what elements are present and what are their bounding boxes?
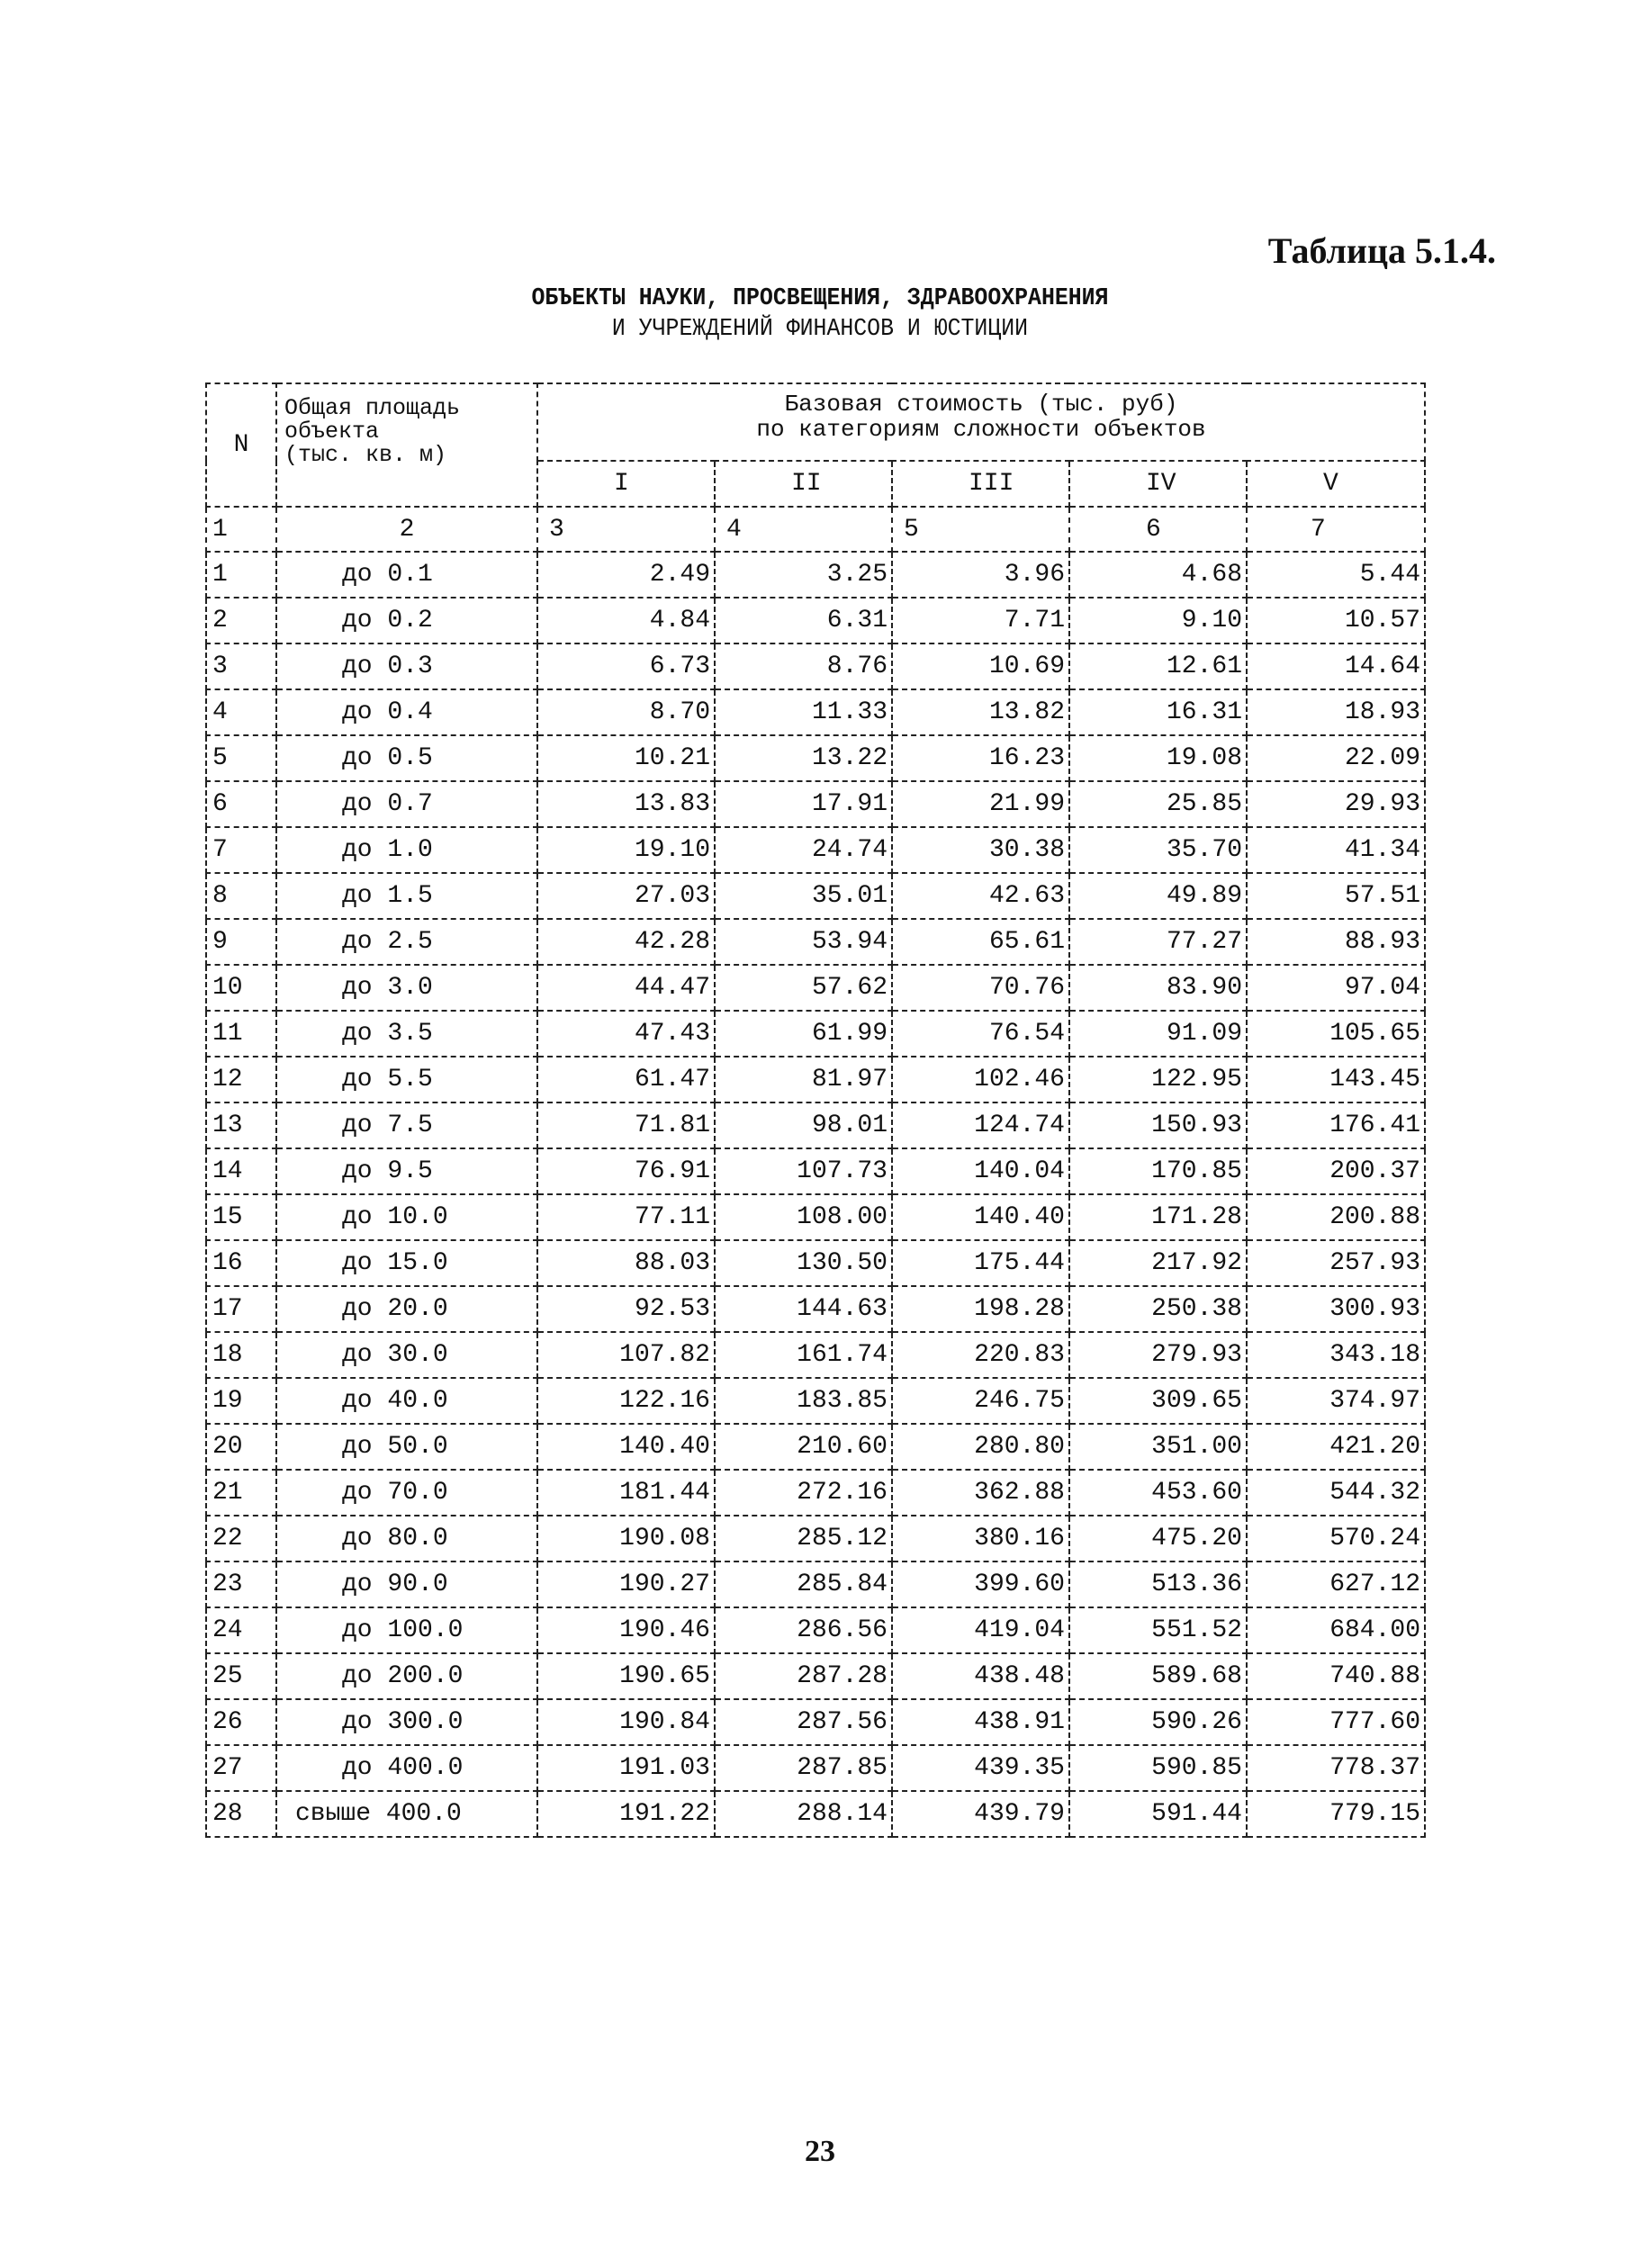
cost-cell: 57.51 [1247,873,1425,919]
cost-cell: 684.00 [1247,1607,1425,1653]
cost-cell: 2.49 [537,552,715,598]
header-category: I [537,461,715,507]
area-cell: до 50.0 [276,1424,537,1470]
column-index-row [206,507,1425,552]
cost-cell: 44.47 [537,965,715,1011]
row-number-cell: 9 [206,919,276,965]
cost-cell: 287.56 [715,1699,892,1745]
cost-cell: 97.04 [1247,965,1425,1011]
cost-cell: 176.41 [1247,1102,1425,1148]
cost-cell: 61.47 [537,1057,715,1102]
cost-cell: 11.33 [715,689,892,735]
table-row [206,1516,1425,1562]
area-cell: до 0.7 [276,781,537,827]
cost-cell: 150.93 [1069,1102,1247,1148]
table-label: Таблица 5.1.4. [1267,230,1496,271]
cost-cell: 91.09 [1069,1011,1247,1057]
cost-cell: 18.93 [1247,689,1425,735]
row-number-cell: 13 [206,1102,276,1148]
area-cell: до 1.5 [276,873,537,919]
cost-cell: 246.75 [892,1378,1069,1424]
cost-cell: 779.15 [1247,1791,1425,1837]
cost-cell: 590.85 [1069,1745,1247,1791]
cost-cell: 71.81 [537,1102,715,1148]
table-row [206,1332,1425,1378]
column-index: 6 [1069,507,1247,552]
table-title-line1: ОБЪЕКТЫ НАУКИ, ПРОСВЕЩЕНИЯ, ЗДРАВООХРАНЕНИЯ [531,285,1109,312]
cost-cell: 285.12 [715,1516,892,1562]
cost-cell: 19.08 [1069,735,1247,781]
cost-cell: 27.03 [537,873,715,919]
area-cell: до 80.0 [276,1516,537,1562]
cost-cell: 170.85 [1069,1148,1247,1194]
table-row [206,827,1425,873]
header-category: II [715,461,892,507]
area-cell: до 0.3 [276,644,537,689]
row-number-cell: 20 [206,1424,276,1470]
table-row [206,1194,1425,1240]
area-cell: до 400.0 [276,1745,537,1791]
cost-cell: 124.74 [892,1102,1069,1148]
header-cost-line1: Базовая стоимость (тыс. руб) [784,391,1178,418]
area-cell: до 300.0 [276,1699,537,1745]
cost-cell: 10.57 [1247,598,1425,644]
cost-cell: 777.60 [1247,1699,1425,1745]
cost-cell: 181.44 [537,1470,715,1516]
area-cell: до 0.2 [276,598,537,644]
cost-cell: 10.69 [892,644,1069,689]
cost-cell: 77.27 [1069,919,1247,965]
table-row [206,598,1425,644]
cost-cell: 399.60 [892,1562,1069,1607]
cost-cell: 5.44 [1247,552,1425,598]
row-number-cell: 25 [206,1653,276,1699]
cost-cell: 778.37 [1247,1745,1425,1791]
area-cell: до 90.0 [276,1562,537,1607]
header-category: IV [1069,461,1247,507]
column-index: 3 [537,507,715,552]
area-cell: до 100.0 [276,1607,537,1653]
row-number-cell: 15 [206,1194,276,1240]
table-row [206,1148,1425,1194]
cost-cell: 76.91 [537,1148,715,1194]
cost-cell: 13.22 [715,735,892,781]
area-cell: до 7.5 [276,1102,537,1148]
cost-cell: 77.11 [537,1194,715,1240]
cost-cell: 439.35 [892,1745,1069,1791]
cost-cell: 453.60 [1069,1470,1247,1516]
cost-cell: 140.40 [537,1424,715,1470]
cost-cell: 288.14 [715,1791,892,1837]
area-cell: до 3.0 [276,965,537,1011]
table-row [206,1057,1425,1102]
cost-cell: 42.28 [537,919,715,965]
table-row [206,1699,1425,1745]
cost-cell: 88.03 [537,1240,715,1286]
area-cell: до 40.0 [276,1378,537,1424]
row-number-cell: 24 [206,1607,276,1653]
cost-cell: 257.93 [1247,1240,1425,1286]
row-number-cell: 27 [206,1745,276,1791]
cost-cell: 108.00 [715,1194,892,1240]
cost-cell: 16.23 [892,735,1069,781]
row-number-cell: 11 [206,1011,276,1057]
cost-cell: 19.10 [537,827,715,873]
row-number-cell: 14 [206,1148,276,1194]
table-row [206,1607,1425,1653]
header-category: V [1247,461,1425,507]
cost-cell: 190.65 [537,1653,715,1699]
row-number-cell: 18 [206,1332,276,1378]
cost-cell: 57.62 [715,965,892,1011]
cost-cell: 140.40 [892,1194,1069,1240]
area-cell: до 70.0 [276,1470,537,1516]
cost-cell: 190.08 [537,1516,715,1562]
cost-cell: 29.93 [1247,781,1425,827]
row-number-cell: 5 [206,735,276,781]
area-cell: свыше 400.0 [276,1791,537,1837]
table-row [206,1562,1425,1607]
cost-cell: 42.63 [892,873,1069,919]
area-cell: до 200.0 [276,1653,537,1699]
row-number-cell: 19 [206,1378,276,1424]
cost-cell: 589.68 [1069,1653,1247,1699]
cost-cell: 12.61 [1069,644,1247,689]
cost-cell: 300.93 [1247,1286,1425,1332]
area-cell: до 2.5 [276,919,537,965]
cost-cell: 70.76 [892,965,1069,1011]
cost-cell: 190.84 [537,1699,715,1745]
cost-cell: 279.93 [1069,1332,1247,1378]
cost-cell: 439.79 [892,1791,1069,1837]
column-index: 2 [276,507,537,552]
table-row [206,1102,1425,1148]
cost-cell: 107.73 [715,1148,892,1194]
cost-cell: 65.61 [892,919,1069,965]
cost-cell: 61.99 [715,1011,892,1057]
cost-cell: 190.27 [537,1562,715,1607]
row-number-cell: 2 [206,598,276,644]
column-index: 7 [1247,507,1425,552]
area-cell: до 5.5 [276,1057,537,1102]
cost-cell: 740.88 [1247,1653,1425,1699]
area-cell: до 15.0 [276,1240,537,1286]
row-number-cell: 4 [206,689,276,735]
cost-cell: 198.28 [892,1286,1069,1332]
table-row [206,1653,1425,1699]
cost-cell: 30.38 [892,827,1069,873]
cost-cell: 421.20 [1247,1424,1425,1470]
row-number-cell: 1 [206,552,276,598]
cost-cell: 35.01 [715,873,892,919]
header-area-line2: объекта [284,418,380,445]
row-number-cell: 8 [206,873,276,919]
cost-cell: 24.74 [715,827,892,873]
table-row [206,873,1425,919]
cost-cell: 25.85 [1069,781,1247,827]
cost-cell: 570.24 [1247,1516,1425,1562]
cost-cell: 130.50 [715,1240,892,1286]
header-cost-line2: по категориям сложности объектов [756,416,1206,443]
row-number-cell: 26 [206,1699,276,1745]
area-cell: до 1.0 [276,827,537,873]
table-title [0,284,1640,345]
cost-cell: 380.16 [892,1516,1069,1562]
cost-cell: 83.90 [1069,965,1247,1011]
area-cell: до 3.5 [276,1011,537,1057]
cost-cell: 419.04 [892,1607,1069,1653]
table-row [206,919,1425,965]
cost-cell: 343.18 [1247,1332,1425,1378]
row-number-cell: 10 [206,965,276,1011]
cost-cell: 438.48 [892,1653,1069,1699]
cost-cell: 49.89 [1069,873,1247,919]
cost-cell: 217.92 [1069,1240,1247,1286]
cost-cell: 591.44 [1069,1791,1247,1837]
cost-table-container [205,382,1424,1838]
cost-cell: 200.37 [1247,1148,1425,1194]
cost-cell: 10.21 [537,735,715,781]
area-cell: до 30.0 [276,1332,537,1378]
cost-cell: 53.94 [715,919,892,965]
cost-cell: 544.32 [1247,1470,1425,1516]
header-category: III [892,461,1069,507]
cost-cell: 191.03 [537,1745,715,1791]
cost-cell: 362.88 [892,1470,1069,1516]
cost-cell: 143.45 [1247,1057,1425,1102]
cost-cell: 438.91 [892,1699,1069,1745]
cost-cell: 280.80 [892,1424,1069,1470]
table-row [206,965,1425,1011]
row-number-cell: 28 [206,1791,276,1837]
table-row [206,689,1425,735]
cost-cell: 3.25 [715,552,892,598]
column-index: 1 [206,507,276,552]
cost-cell: 551.52 [1069,1607,1247,1653]
row-number-cell: 6 [206,781,276,827]
cost-cell: 107.82 [537,1332,715,1378]
cost-cell: 14.64 [1247,644,1425,689]
cost-cell: 190.46 [537,1607,715,1653]
cost-table [205,382,1426,1838]
area-cell: до 0.5 [276,735,537,781]
cost-cell: 183.85 [715,1378,892,1424]
cost-cell: 88.93 [1247,919,1425,965]
cost-cell: 374.97 [1247,1378,1425,1424]
header-area [276,383,537,507]
cost-cell: 17.91 [715,781,892,827]
cost-cell: 7.71 [892,598,1069,644]
cost-cell: 590.26 [1069,1699,1247,1745]
cost-cell: 35.70 [1069,827,1247,873]
cost-cell: 287.28 [715,1653,892,1699]
table-row [206,1240,1425,1286]
table-row [206,1745,1425,1791]
row-number-cell: 7 [206,827,276,873]
cost-cell: 105.65 [1247,1011,1425,1057]
cost-cell: 3.96 [892,552,1069,598]
cost-cell: 175.44 [892,1240,1069,1286]
cost-cell: 210.60 [715,1424,892,1470]
cost-cell: 627.12 [1247,1562,1425,1607]
header-area-line3: (тыс. кв. м) [284,442,447,468]
cost-cell: 285.84 [715,1562,892,1607]
table-row [206,735,1425,781]
cost-cell: 22.09 [1247,735,1425,781]
cost-cell: 8.70 [537,689,715,735]
cost-cell: 309.65 [1069,1378,1247,1424]
cost-cell: 102.46 [892,1057,1069,1102]
table-row [206,1424,1425,1470]
cost-cell: 8.76 [715,644,892,689]
page-number: 23 [805,2135,835,2168]
cost-cell: 250.38 [1069,1286,1247,1332]
cost-cell: 98.01 [715,1102,892,1148]
cost-cell: 6.31 [715,598,892,644]
cost-cell: 13.82 [892,689,1069,735]
cost-cell: 122.95 [1069,1057,1247,1102]
cost-cell: 272.16 [715,1470,892,1516]
table-title-line2: И УЧРЕЖДЕНИЙ ФИНАНСОВ И ЮСТИЦИИ [611,316,1029,343]
cost-cell: 9.10 [1069,598,1247,644]
header-base-cost [537,383,1425,461]
area-cell: до 10.0 [276,1194,537,1240]
table-row [206,1470,1425,1516]
cost-cell: 475.20 [1069,1516,1247,1562]
cost-cell: 6.73 [537,644,715,689]
row-number-cell: 23 [206,1562,276,1607]
cost-cell: 21.99 [892,781,1069,827]
cost-cell: 191.22 [537,1791,715,1837]
table-row [206,781,1425,827]
table-row [206,1378,1425,1424]
area-cell: до 9.5 [276,1148,537,1194]
table-row [206,644,1425,689]
table-row [206,1286,1425,1332]
cost-cell: 200.88 [1247,1194,1425,1240]
row-number-cell: 22 [206,1516,276,1562]
header-area-line1: Общая площадь [284,395,461,421]
cost-cell: 81.97 [715,1057,892,1102]
row-number-cell: 12 [206,1057,276,1102]
cost-cell: 41.34 [1247,827,1425,873]
cost-cell: 16.31 [1069,689,1247,735]
column-index: 5 [892,507,1069,552]
header-n: N [206,383,276,507]
cost-cell: 513.36 [1069,1562,1247,1607]
row-number-cell: 3 [206,644,276,689]
cost-cell: 161.74 [715,1332,892,1378]
cost-cell: 144.63 [715,1286,892,1332]
cost-cell: 286.56 [715,1607,892,1653]
table-row [206,1011,1425,1057]
table-header [206,383,1425,552]
row-number-cell: 17 [206,1286,276,1332]
cost-cell: 4.68 [1069,552,1247,598]
table-row [206,1791,1425,1837]
cost-cell: 13.83 [537,781,715,827]
cost-cell: 92.53 [537,1286,715,1332]
column-index: 4 [715,507,892,552]
cost-cell: 287.85 [715,1745,892,1791]
cost-cell: 122.16 [537,1378,715,1424]
area-cell: до 20.0 [276,1286,537,1332]
row-number-cell: 21 [206,1470,276,1516]
cost-cell: 140.04 [892,1148,1069,1194]
area-cell: до 0.4 [276,689,537,735]
area-cell: до 0.1 [276,552,537,598]
table-row [206,552,1425,598]
cost-cell: 171.28 [1069,1194,1247,1240]
cost-cell: 220.83 [892,1332,1069,1378]
cost-cell: 76.54 [892,1011,1069,1057]
cost-cell: 47.43 [537,1011,715,1057]
cost-cell: 4.84 [537,598,715,644]
row-number-cell: 16 [206,1240,276,1286]
cost-cell: 351.00 [1069,1424,1247,1470]
table-body [206,552,1425,1837]
